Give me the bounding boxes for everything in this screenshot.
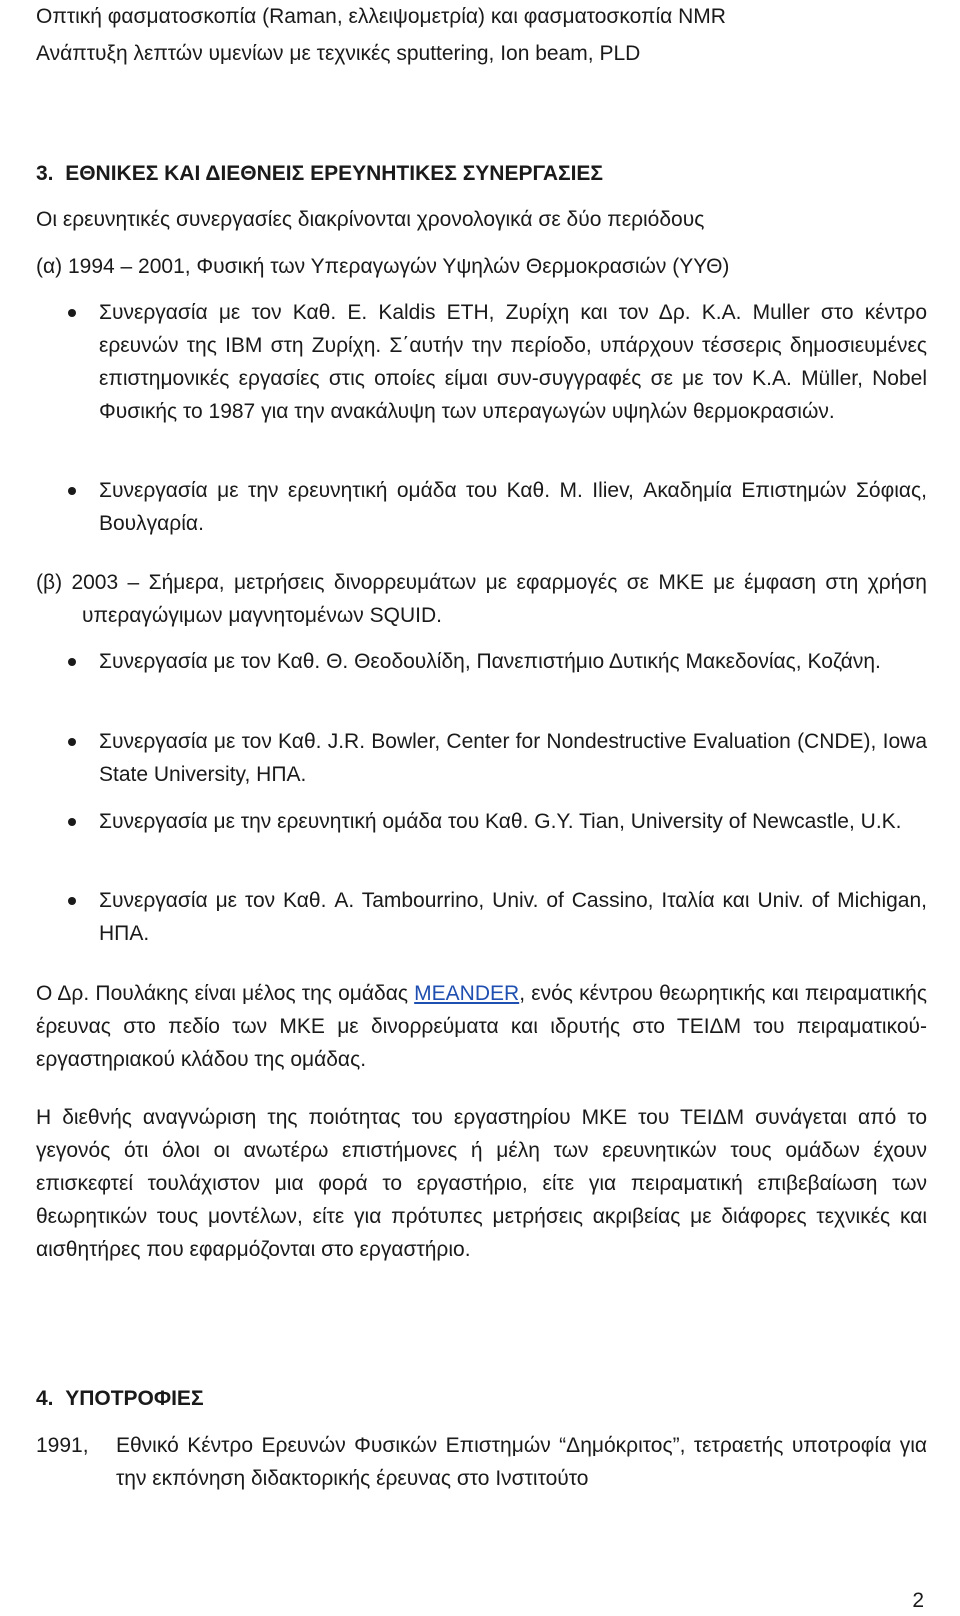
section-title: ΥΠΟΤΡΟΦΙΕΣ (65, 1387, 204, 1410)
meander-text-after: , ενός κέντρου θεωρητικής και πειραματικής έρευνας στο πεδίο των ΜΚΕ με δινορρεύματα και ιδρυτής στο ΤΕΙΔΜ του πειραματικού-εργαστηριακού κλάδου της ομάδας. (36, 982, 927, 1071)
period-a-heading: (α) 1994 – 2001, Φυσική των Υπεραγωγών Υψηλών Θερμοκρασιών (ΥΥΘ) (36, 255, 730, 278)
scholarship-year: 1991, (36, 1434, 89, 1457)
list-item: Συνεργασία με τον Καθ. E. Kaldis ETH, Ζυρίχη και τον Δρ. K.A. Muller στο κέντρο ερευνών της IBM στη Ζυρίχη. Σ΄αυτήν την περίοδο, υπάρχουν τέσσερις δημοσιευμένες επιστημονικές εργασίες στις οποίες είμαι συν-συγγραφές σε με τον K.A. Müller, Nobel Φυσικής το 1987 για την ανακάλυψη των υπεραγωγών υψηλών θερμοκρασιών. (99, 301, 927, 423)
list-item: Συνεργασία με την ερευνητική ομάδα του Καθ. G.Y. Tian, University of Newcastle, U.K. (99, 810, 902, 833)
section-number: 3. (36, 162, 54, 185)
text-line: Ανάπτυξη λεπτών υμενίων με τεχνικές sputtering, Ion beam, PLD (36, 42, 641, 65)
meander-paragraph (36, 977, 927, 1076)
meander-link[interactable]: MEANDER (414, 982, 520, 1005)
scholarship-text: Εθνικό Κέντρο Ερευνών Φυσικών Επιστημών “Δημόκριτος”, τετραετής υποτροφία για την εκπόνηση διδακτορικής έρευνας στο Ινστιτούτο (116, 1434, 927, 1490)
page-number: 2 (912, 1589, 924, 1612)
section-number: 4. (36, 1387, 54, 1410)
list-item: Συνεργασία με τον Καθ. J.R. Bowler, Center for Nondestructive Evaluation (CNDE), Iowa State University, ΗΠΑ. (99, 730, 927, 786)
section-heading (36, 1386, 204, 1412)
bullet-dot (68, 487, 76, 495)
section-intro: Οι ερευνητικές συνεργασίες διακρίνονται χρονολογικά σε δύο περιόδους (36, 208, 705, 231)
bullet-dot (68, 658, 76, 666)
list-item: Συνεργασία με την ερευνητική ομάδα του Καθ. M. Iliev, Ακαδημία Επιστημών Σόφιας, Βουλγαρία. (99, 479, 927, 535)
bullet-dot (68, 309, 76, 317)
bullet-dot (68, 897, 76, 905)
section-heading (36, 161, 603, 187)
list-item: Συνεργασία με τον Καθ. Θ. Θεοδουλίδη, Πανεπιστήμιο Δυτικής Μακεδονίας, Κοζάνη. (99, 650, 881, 673)
bullet-dot (68, 738, 76, 746)
list-item: Συνεργασία με τον Καθ. A. Tambourrino, Univ. of Cassino, Ιταλία και Univ. of Michigan, ΗΠΑ. (99, 889, 927, 945)
meander-text-before: Ο Δρ. Πουλάκης είναι μέλος της ομάδας (36, 982, 415, 1005)
text-line: Οπτική φασματοσκοπία (Raman, ελλειψομετρία) και φασματοσκοπία NMR (36, 5, 726, 28)
period-b-heading: (β) 2003 – Σήμερα, μετρήσεις δινορρευμάτων με εφαρμογές σε ΜΚΕ με έμφαση στη χρήση υπεραγώγιμων μαγνητομένων SQUID. (36, 571, 927, 627)
bullet-dot (68, 818, 76, 826)
section-title: ΕΘΝΙΚΕΣ ΚΑΙ ΔΙΕΘΝΕΙΣ ΕΡΕΥΝΗΤΙΚΕΣ ΣΥΝΕΡΓΑΣΙΕΣ (65, 162, 604, 185)
recognition-paragraph: Η διεθνής αναγνώριση της ποιότητας του εργαστηρίου ΜΚΕ του ΤΕΙΔΜ συνάγεται από το γεγονός ότι όλοι οι ανωτέρω επιστήμονες ή μέλη των ερευνητικών τους ομάδων έχουν επισκεφτεί τουλάχιστον μια φορά το εργαστήριο, είτε για πειραματική επιβεβαίωση των θεωρητικών τους μοντέλων, είτε για πρότυπες μετρήσεις ακριβείας με διάφορες τεχνικές και αισθητήρες που εφαρμόζονται στο εργαστήριο. (36, 1106, 927, 1261)
